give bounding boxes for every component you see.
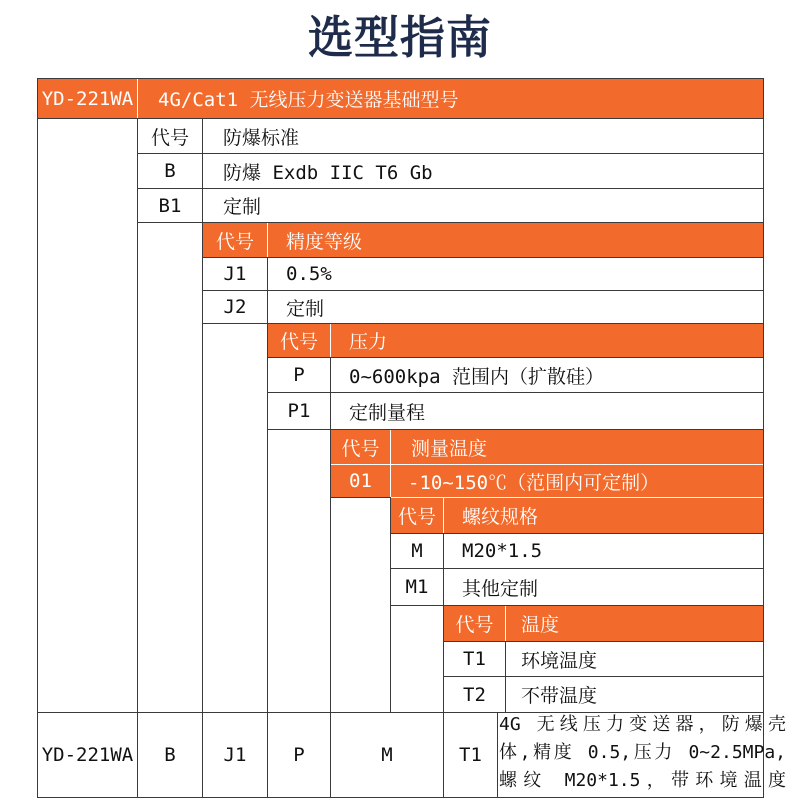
option-code: J2 — [223, 296, 247, 318]
option-code: J1 — [223, 263, 247, 285]
section-code-header — [267, 323, 331, 358]
example-code-cell — [202, 712, 268, 798]
section-title-label: 螺纹规格 — [462, 506, 539, 528]
option-desc-cell — [443, 568, 764, 606]
section-title-temperature — [505, 605, 764, 642]
example-description-line: 螺纹 M20*1.5，带环境温度 — [499, 770, 786, 791]
option-desc-cell — [330, 357, 764, 393]
section-title-thread — [443, 497, 764, 534]
option-code-cell — [390, 568, 444, 606]
option-code-cell — [330, 464, 391, 498]
option-code-cell — [390, 533, 444, 569]
option-desc: 0.5% — [286, 263, 332, 285]
option-desc: 定制量程 — [349, 401, 426, 424]
option-code-cell — [443, 641, 506, 677]
example-code: M — [381, 744, 393, 766]
example-code-cell — [330, 712, 444, 798]
spacer-cell — [202, 323, 268, 713]
option-code: T2 — [463, 683, 486, 706]
option-code: T1 — [463, 648, 486, 670]
option-code: B — [164, 160, 176, 182]
option-desc: 环境温度 — [521, 649, 598, 672]
code-header-label: 代号 — [455, 614, 494, 636]
option-desc-cell — [267, 257, 764, 291]
section-code-header — [202, 222, 268, 258]
code-header-label: 代号 — [341, 437, 380, 460]
header-model: YD-221WA — [41, 87, 134, 110]
example-code-cell — [443, 712, 498, 798]
option-desc: 0~600kpa 范围内（扩散硅） — [349, 365, 604, 388]
option-desc: 定制 — [286, 297, 325, 320]
section-code-header — [330, 429, 391, 465]
option-desc: 其他定制 — [462, 577, 539, 600]
section-title-label: 温度 — [521, 614, 560, 636]
section-title-accuracy — [267, 222, 764, 258]
option-code: 01 — [349, 470, 372, 492]
header-description-cell — [137, 78, 764, 119]
option-desc-cell — [443, 533, 764, 569]
option-desc-cell — [505, 641, 764, 677]
option-code-cell — [267, 357, 331, 393]
section-title-measure-temp — [390, 429, 764, 465]
spacer-cell — [390, 605, 444, 713]
option-code-cell — [443, 676, 506, 713]
option-code-cell — [137, 153, 203, 189]
code-header-label: 代号 — [215, 230, 254, 253]
example-code: T1 — [459, 744, 482, 766]
spacer-cell — [37, 118, 138, 713]
example-code: P — [293, 744, 305, 766]
spacer-cell — [330, 497, 391, 713]
section-title-explosion-proof — [202, 118, 764, 154]
option-desc-cell — [202, 153, 764, 189]
option-desc-cell — [267, 290, 764, 324]
code-header-label: 代号 — [279, 331, 318, 353]
code-header-label: 代号 — [150, 126, 189, 149]
option-code: M — [411, 540, 423, 562]
section-code-header — [443, 605, 506, 642]
option-code-cell — [267, 392, 331, 430]
option-desc: M20*1.5 — [462, 540, 543, 562]
option-desc-cell — [505, 676, 764, 713]
option-desc: 不带温度 — [521, 685, 598, 707]
option-desc-cell — [202, 188, 764, 223]
example-code-cell — [37, 712, 138, 798]
spacer-cell — [137, 222, 203, 713]
option-code-cell — [137, 188, 203, 223]
example-description — [499, 711, 786, 795]
example-description-line: 体,精度 0.5,压力 0~2.5MPa, — [499, 742, 786, 763]
section-title-label: 精度等级 — [286, 230, 363, 253]
section-title-pressure — [330, 323, 764, 358]
option-code: P1 — [287, 400, 311, 422]
example-code: B — [164, 744, 176, 766]
option-desc: 定制 — [223, 196, 262, 218]
example-description-line: 4G 无线压力变送器，防爆壳 — [499, 714, 786, 735]
option-desc: -10~150℃（范围内可定制） — [408, 471, 660, 494]
option-desc-cell — [330, 392, 764, 430]
option-code: B1 — [158, 194, 182, 217]
section-title-label: 测量温度 — [411, 437, 488, 460]
option-desc-cell — [390, 464, 764, 498]
example-code-cell — [137, 712, 203, 798]
section-title-label: 压力 — [349, 331, 388, 353]
spacer-cell — [267, 429, 331, 713]
option-code-cell — [202, 290, 268, 324]
option-code: M1 — [405, 576, 429, 598]
section-title-label: 防爆标准 — [223, 126, 300, 149]
header-model-cell — [37, 78, 138, 119]
option-code: P — [293, 364, 305, 386]
example-code-cell — [267, 712, 331, 798]
option-code-cell — [202, 257, 268, 291]
section-code-header — [390, 497, 444, 534]
example-model: YD-221WA — [41, 744, 134, 766]
code-header-label: 代号 — [397, 506, 436, 528]
header-description: 4G/Cat1 无线压力变送器基础型号 — [158, 89, 459, 111]
option-desc: 防爆 Exdb IIC T6 Gb — [223, 161, 433, 184]
page-title: 选型指南 — [307, 11, 492, 64]
section-code-header — [137, 118, 203, 154]
example-code: J1 — [223, 744, 247, 766]
